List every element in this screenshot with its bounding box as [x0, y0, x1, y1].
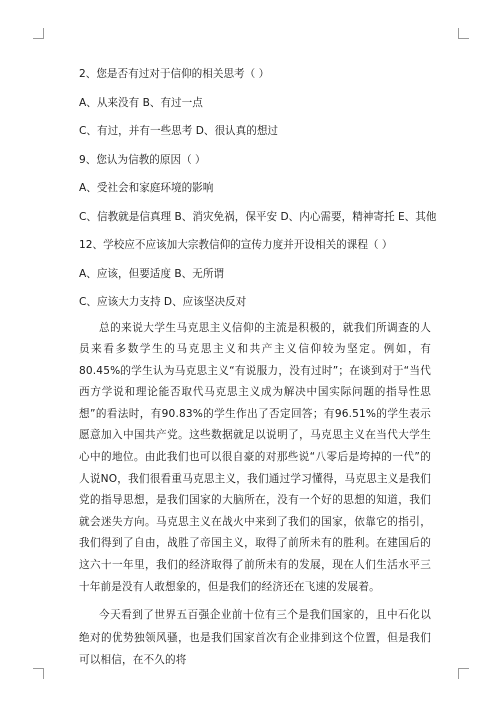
question-line: C、有过，并有一些思考 D、很认真的想过 [79, 125, 279, 137]
body-paragraph: 今天看到了世界五百强企业前十位有三个是我们国家的，且中石化以绝对的优势独领风骚，也是我们国家首次有企业排到这个位置，但是我们可以相信，在不久的将 [79, 609, 431, 667]
question-line: A、应该，但要适度 B、无所谓 [79, 267, 225, 280]
question-line: 2、您是否有过对于信仰的相关思考（ ） [79, 68, 270, 80]
body-paragraph: 总的来说大学生马克思主义信仰的主流是积极的，就我们所调查的人员来看多数学生的马克思主义和共产主义信仰较为坚定。例如，有80.45%的学生认为马克思主义“有说服力，没有过时”；在谈到对于“当代西方学说和理论能否取代马克思主义成为解决中国实际问题的指导性思想”的看法时，有90.83%的学生作出了否定回答；有96.51%的学生表示愿意加入中国共产党。这些数据就足以说明了，马克思主义在当代大学生心中的地位。由此我们也可以很自豪的对那些说“八零后是垮掉的一代”的人说NO，我们很看重马克思主义，我们通过学习懂得，马克思主义是我们党的指导思想，是我们国家的大脑所在，没有一个好的思想的知道，我们就会迷失方向。马克思主义在战火中来到了我们的国家，依靠它的指引，我们得到了自由，战胜了帝国主义，取得了前所未有的胜利。在建国后的这六十一年里，我们的经济取得了前所未有的发展，现在人们生活水平三十年前是没有人敢想象的，但是我们的经济还在飞速的发展着。 [79, 321, 431, 593]
question-line: C、信教就是信真理 B、消灾免祸，保平安 D、内心需要，精神寄托 E、其他 [79, 210, 437, 223]
question-line: 9、您认为信教的原因（ ） [79, 153, 206, 166]
question-line: 12、学校应不应该加大宗教信仰的宣传力度并开设相关的课程（ ） [79, 239, 393, 251]
question-line: C、应该大力支持 D、应该坚决反对 [79, 296, 247, 308]
crop-mark-top-right [458, 28, 469, 39]
question-line: A、从来没有 B、有过一点 [79, 96, 203, 109]
question-line: A、受社会和家庭环境的影响 [79, 182, 214, 194]
crop-mark-bottom-left [33, 668, 44, 679]
crop-mark-top-left [33, 28, 44, 39]
crop-mark-bottom-right [458, 668, 469, 679]
document-body [79, 60, 437, 672]
